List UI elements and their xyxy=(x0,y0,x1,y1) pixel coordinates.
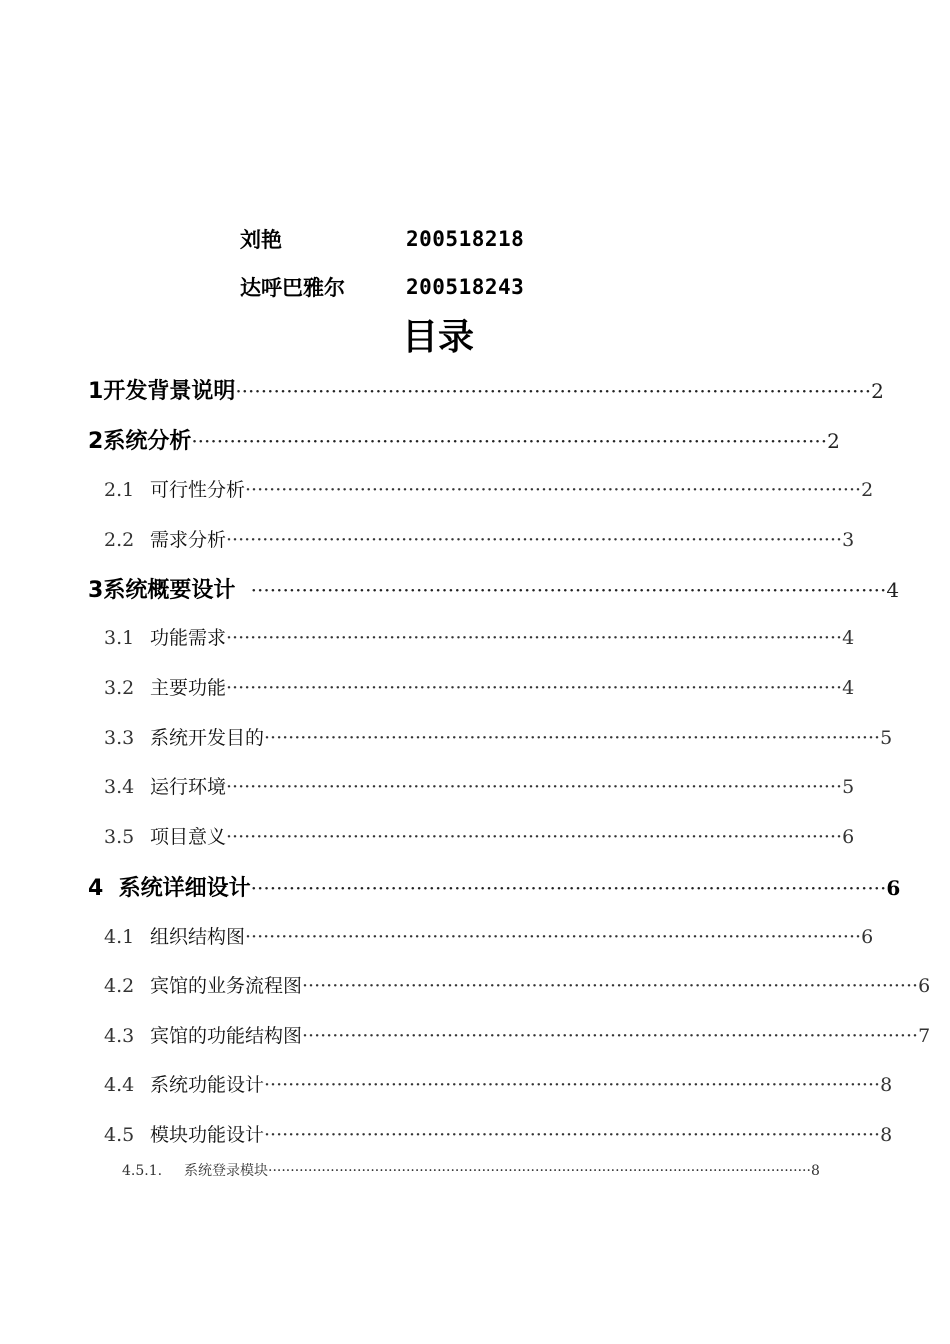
toc-dot-leader: ···································································································· xyxy=(191,429,828,453)
toc-page-number: 4 xyxy=(842,677,855,699)
toc-entry[interactable] xyxy=(104,525,855,553)
toc-entry[interactable] xyxy=(104,922,874,950)
toc-entry-label: 3.4 运行环境 xyxy=(104,776,227,798)
toc-entry[interactable] xyxy=(104,1070,893,1098)
toc-dot-leader: ······································································································ xyxy=(264,1124,881,1146)
toc-entry[interactable] xyxy=(104,971,931,999)
toc-entry-label: 2.2 需求分析 xyxy=(104,529,227,551)
toc-page-number: 8 xyxy=(880,1124,893,1146)
toc-entry-label: 4.3 宾馆的功能结构图 xyxy=(104,1025,303,1047)
toc-dot-leader: ······································································································ xyxy=(226,776,843,798)
toc-page-number: 4 xyxy=(886,578,900,602)
toc-entry[interactable] xyxy=(104,673,855,701)
toc-page-number: 8 xyxy=(880,1074,893,1096)
author-student-id: 200518243 xyxy=(406,275,525,299)
toc-page-number: 6 xyxy=(918,975,931,997)
toc-dot-leader: ······································································································ xyxy=(245,926,862,948)
author-row xyxy=(240,224,524,254)
toc-entry[interactable] xyxy=(104,1120,893,1148)
toc-entry[interactable] xyxy=(104,723,893,751)
toc-dot-leader: ······································································································ xyxy=(226,627,843,649)
toc-page-number: 5 xyxy=(842,776,855,798)
toc-entry[interactable] xyxy=(104,772,855,800)
toc-dot-leader: ······································································································ xyxy=(302,975,919,997)
toc-dot-leader: ······································································································ xyxy=(264,727,881,749)
toc-entry-label: 3.1 功能需求 xyxy=(104,627,227,649)
toc-entry-label: 4 系统详细设计 xyxy=(88,876,251,901)
author-name: 刘艳 xyxy=(240,228,282,252)
toc-page-number: 7 xyxy=(918,1025,931,1047)
toc-entry-label: 4.2 宾馆的业务流程图 xyxy=(104,975,303,997)
toc-page-number: 3 xyxy=(842,529,855,551)
toc-page-number: 2 xyxy=(861,479,874,501)
toc-page-number: 6 xyxy=(842,826,855,848)
toc-dot-leader: ···································································································· xyxy=(250,876,887,900)
toc-entry[interactable] xyxy=(88,424,840,454)
toc-entry-label: 4.5.1. 系统登录模块 xyxy=(122,1163,268,1179)
toc-page-number: 4 xyxy=(842,627,855,649)
toc-page-number: 8 xyxy=(810,1163,820,1179)
toc-entry[interactable] xyxy=(104,475,874,503)
toc-entry-label: 2.1 可行性分析 xyxy=(104,479,246,501)
author-name: 达呼巴雅尔 xyxy=(240,276,345,300)
toc-entry-label: 3系统概要设计 xyxy=(88,578,236,603)
toc-dot-leader: ······································································································ xyxy=(302,1025,919,1047)
toc-entry-label: 2系统分析 xyxy=(88,429,192,454)
author-student-id: 200518218 xyxy=(406,227,525,251)
toc-dot-leader: ······································································································ xyxy=(226,826,843,848)
toc-entry-label: 3.5 项目意义 xyxy=(104,826,227,848)
toc-entry-label: 4.4 系统功能设计 xyxy=(104,1074,265,1096)
toc-dot-leader: ······································································································ xyxy=(264,1074,881,1096)
toc-page-number: 6 xyxy=(861,926,874,948)
toc-dot-leader: ······································································································ xyxy=(226,677,843,699)
author-row xyxy=(240,272,524,302)
toc-entry[interactable] xyxy=(104,1021,931,1049)
toc-entry[interactable] xyxy=(88,374,884,404)
toc-page-number: 2 xyxy=(827,429,840,453)
toc-dot-leader: ······································································································ xyxy=(245,479,862,501)
toc-page-number: 2 xyxy=(871,379,884,403)
toc-page-number: 5 xyxy=(880,727,893,749)
toc-title: 目录 xyxy=(401,317,474,358)
toc-dot-leader: ······································································································ xyxy=(226,529,843,551)
toc-entry[interactable] xyxy=(122,1160,820,1182)
toc-entry[interactable] xyxy=(88,871,901,901)
toc-entry-label: 3.3 系统开发目的 xyxy=(104,727,265,749)
toc-entry[interactable] xyxy=(104,623,855,651)
toc-entry[interactable] xyxy=(104,822,855,850)
toc-entry-label: 1开发背景说明 xyxy=(88,379,236,404)
toc-entry[interactable] xyxy=(88,573,900,603)
toc-dot-leader: ·························································································································· xyxy=(268,1163,811,1179)
toc-dot-leader: ···································································································· xyxy=(250,578,887,602)
toc-dot-leader: ···································································································· xyxy=(235,379,872,403)
toc-entry-label: 4.5 模块功能设计 xyxy=(104,1124,265,1146)
toc-page-number: 6 xyxy=(886,876,901,900)
toc-entry-label: 4.1 组织结构图 xyxy=(104,926,246,948)
toc-entry-label: 3.2 主要功能 xyxy=(104,677,227,699)
